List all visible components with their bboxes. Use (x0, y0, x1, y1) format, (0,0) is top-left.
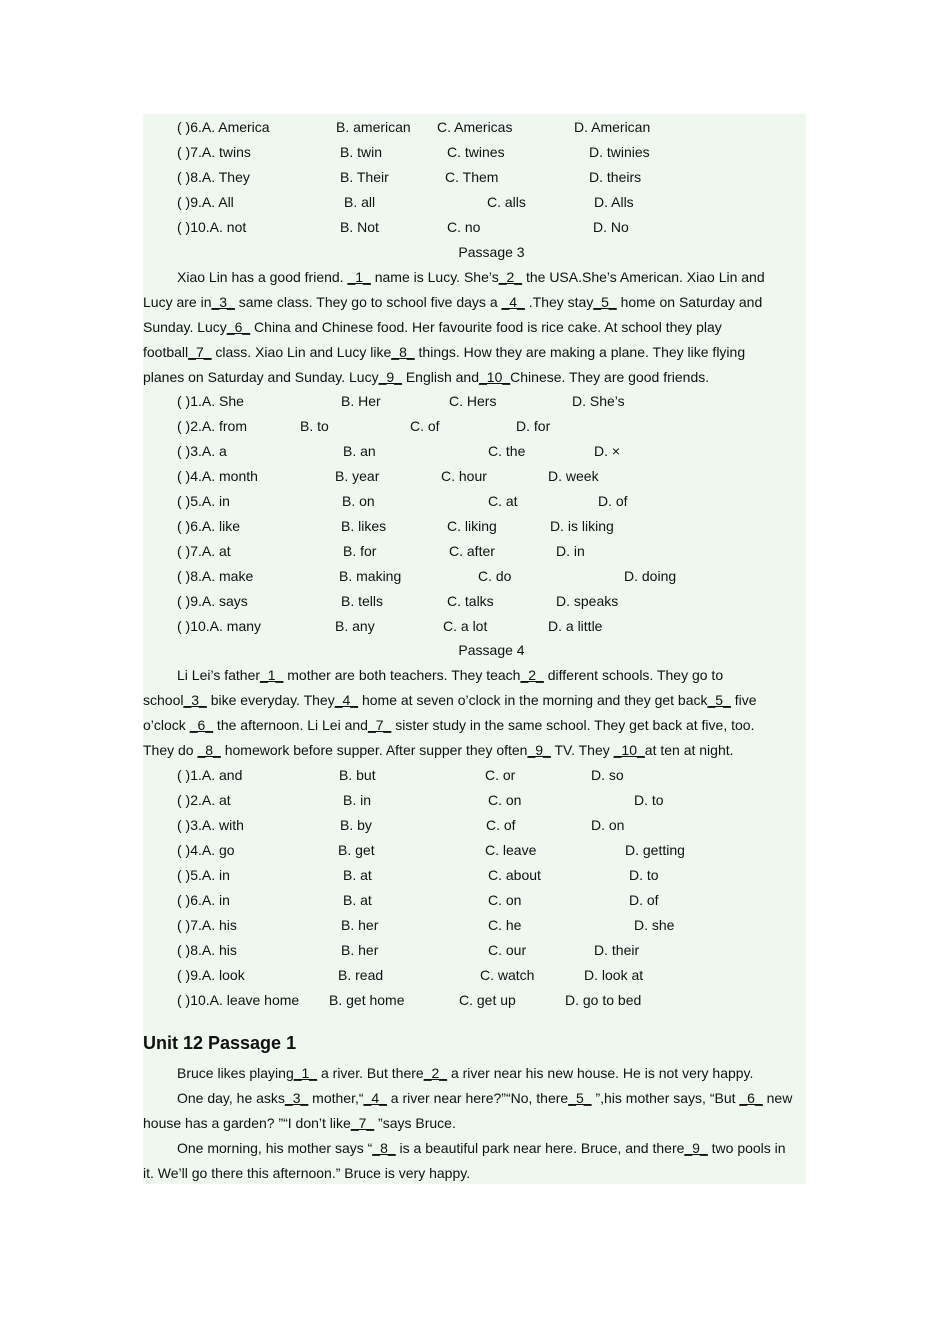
option-c: C. Hers (449, 393, 497, 409)
option-d: D. in (556, 543, 585, 559)
option-c: C. he (488, 917, 522, 933)
option-n: ( )8.A. his (177, 942, 237, 958)
blank: _7_ (350, 1115, 375, 1131)
option-c: C. twines (447, 144, 505, 160)
question-row (143, 165, 806, 190)
option-c: C. a lot (443, 618, 488, 634)
unit-12-line (143, 1161, 470, 1186)
blank: _2_ (498, 269, 523, 285)
text-run: school (143, 692, 184, 708)
question-row (143, 414, 806, 439)
option-d: D. of (598, 493, 628, 509)
text-run: it. We’ll go there this afternoon.” Bruce is very happy. (143, 1165, 471, 1181)
option-b: B. Not (340, 219, 379, 235)
option-c: C. our (488, 942, 527, 958)
text-run: TV. They (550, 742, 614, 758)
blank: _1_ (347, 269, 371, 285)
question-row (143, 888, 806, 913)
text-run: Lucy are in (143, 294, 212, 310)
question-row (143, 140, 806, 165)
question-row (143, 988, 806, 1013)
blank: _7_ (188, 344, 212, 360)
option-c: C. Them (445, 169, 499, 185)
text-run: class. Xiao Lin and Lucy like (211, 344, 392, 360)
option-d: D. twinies (589, 144, 650, 160)
option-b: B. all (344, 194, 376, 210)
text-run: ”,his mother says, “But (591, 1090, 740, 1106)
option-c: C. liking (447, 518, 497, 534)
option-d: D. to (634, 792, 664, 808)
question-row (143, 564, 806, 589)
text-run: a river near here?”“No, there (386, 1090, 569, 1106)
option-b: B. american (336, 119, 411, 135)
option-n: ( )10.A. not (177, 219, 247, 235)
option-n: ( )6.A. in (177, 892, 230, 908)
unit-12-line (177, 1136, 786, 1161)
option-c: C. about (488, 867, 541, 883)
option-n: ( )5.A. in (177, 867, 230, 883)
blank: _6_ (739, 1090, 763, 1106)
option-b: B. her (341, 942, 379, 958)
option-n: ( )1.A. and (177, 767, 243, 783)
option-n: ( )10.A. many (177, 618, 262, 634)
text-run: new (762, 1090, 793, 1106)
blank: _9_ (684, 1140, 708, 1156)
text-run: things. How they are making a plane. They like flying (414, 344, 746, 360)
option-c: C. on (488, 892, 522, 908)
question-row (143, 763, 806, 788)
option-b: B. on (342, 493, 375, 509)
text-run: ”says Bruce. (374, 1115, 456, 1131)
option-n: ( )7.A. his (177, 917, 237, 933)
blank: _5_ (568, 1090, 592, 1106)
blank: _4_ (334, 692, 359, 708)
option-c: C. leave (485, 842, 537, 858)
option-b: B. at (343, 867, 372, 883)
option-d: D. their (594, 942, 640, 958)
option-d: D. of (629, 892, 659, 908)
text-run: house has a garden? ”“I don’t like (143, 1115, 351, 1131)
passage-3-line (177, 265, 765, 290)
text-run: Li Lei’s father (177, 667, 261, 683)
unit-12-title: Unit 12 Passage 1 (143, 1033, 297, 1053)
option-n: ( )6.A. like (177, 518, 241, 534)
text-run: two pools in (707, 1140, 786, 1156)
option-n: ( )4.A. month (177, 468, 258, 484)
text-run: same class. They go to school five days a (234, 294, 502, 310)
blank: _8_ (391, 344, 415, 360)
blank: _9_ (527, 742, 551, 758)
unit-12-line (177, 1086, 792, 1111)
option-d: D. is liking (550, 518, 614, 534)
option-c: C. no (447, 219, 481, 235)
text-run: o’clock (143, 717, 190, 733)
blank: _4_ (363, 1090, 387, 1106)
text-run: bike everyday. They (206, 692, 335, 708)
blank: _10_ (479, 369, 511, 385)
text-run: at ten at night. (644, 742, 734, 758)
option-d: D. getting (625, 842, 685, 858)
option-c: C. of (486, 817, 516, 833)
option-d: D. American (574, 119, 651, 135)
option-n: ( )7.A. twins (177, 144, 251, 160)
blank: _8_ (372, 1140, 396, 1156)
text-run: planes on Saturday and Sunday. Lucy (143, 369, 379, 385)
option-d: D. so (591, 767, 624, 783)
option-b: B. likes (341, 518, 387, 534)
option-d: D. look at (584, 967, 644, 983)
option-c: C. hour (441, 468, 487, 484)
passage-3-line (143, 365, 709, 390)
text-run: English and (401, 369, 479, 385)
option-c: C. Americas (437, 119, 513, 135)
option-c: C. get up (459, 992, 516, 1008)
text-run: home on Saturday and (616, 294, 763, 310)
question-row (143, 863, 806, 888)
text-run: name is Lucy. She’s (370, 269, 499, 285)
text-run: Sunday. Lucy (143, 319, 227, 335)
blank: _4_ (501, 294, 525, 310)
option-d: D. a little (548, 618, 603, 634)
option-d: D. Alls (594, 194, 634, 210)
text-run: is a beautiful park near here. Bruce, and there (395, 1140, 685, 1156)
option-b: B. at (343, 892, 372, 908)
option-n: ( )9.A. All (177, 194, 234, 210)
question-row (143, 190, 806, 215)
option-c: C. watch (480, 967, 535, 983)
option-d: D. for (516, 418, 551, 434)
option-b: B. to (300, 418, 329, 434)
option-n: ( )3.A. a (177, 443, 227, 459)
option-n: ( )7.A. at (177, 543, 231, 559)
passage-3-title: Passage 3 (458, 244, 525, 260)
option-n: ( )9.A. says (177, 593, 248, 609)
text-run: five (730, 692, 757, 708)
blank: _2_ (520, 667, 544, 683)
passage-4-line (177, 663, 723, 688)
question-row (143, 489, 806, 514)
blank: _6_ (189, 717, 214, 733)
option-b: B. making (339, 568, 402, 584)
option-b: B. get (338, 842, 375, 858)
text-run: They do (143, 742, 198, 758)
question-row (143, 514, 806, 539)
question-row (143, 614, 806, 639)
option-n: ( )8.A. They (177, 169, 250, 185)
blank: _1_ (260, 667, 284, 683)
text-run: One morning, his mother says “ (177, 1140, 373, 1156)
blank: _3_ (211, 294, 235, 310)
option-d: D. × (594, 443, 621, 459)
question-row (143, 439, 806, 464)
question-row (143, 215, 806, 240)
option-n: ( )10.A. leave home (177, 992, 300, 1008)
unit-12-line (143, 1111, 456, 1136)
option-n: ( )2.A. from (177, 418, 248, 434)
option-b: B. read (338, 967, 384, 983)
option-n: ( )3.A. with (177, 817, 244, 833)
option-c: C. after (449, 543, 495, 559)
passage-4-line (143, 688, 757, 713)
question-row (143, 963, 806, 988)
unit-12-line (177, 1061, 753, 1086)
option-c: C. at (488, 493, 518, 509)
blank: _5_ (707, 692, 731, 708)
text-run: a river. But there (317, 1065, 424, 1081)
option-b: B. in (343, 792, 372, 808)
option-d: D. she (634, 917, 675, 933)
option-n: ( )1.A. She (177, 393, 244, 409)
option-n: ( )6.A. America (177, 119, 270, 135)
text-run: different schools. They go to (543, 667, 724, 683)
option-b: B. get home (329, 992, 405, 1008)
text-run: Chinese. They are good friends. (510, 369, 710, 385)
text-run: football (143, 344, 189, 360)
option-n: ( )5.A. in (177, 493, 230, 509)
option-c: C. or (485, 767, 516, 783)
question-row (143, 938, 806, 963)
text-run: homework before supper. After supper they often (220, 742, 528, 758)
blank: _9_ (378, 369, 402, 385)
passage-4-title: Passage 4 (458, 642, 525, 658)
option-b: B. but (339, 767, 376, 783)
option-b: B. twin (340, 144, 383, 160)
text-run: the USA.She’s American. Xiao Lin and (522, 269, 765, 285)
option-b: B. for (343, 543, 377, 559)
text-run: One day, he asks (177, 1090, 285, 1106)
blank: _8_ (197, 742, 221, 758)
option-c: C. talks (447, 593, 494, 609)
text-run: the afternoon. Li Lei and (213, 717, 368, 733)
option-b: B. Her (341, 393, 381, 409)
option-b: B. her (341, 917, 379, 933)
option-n: ( )4.A. go (177, 842, 235, 858)
blank: _3_ (284, 1090, 309, 1106)
option-d: D. She’s (572, 393, 625, 409)
text-run: mother are both teachers. They teach (283, 667, 521, 683)
question-row (143, 539, 806, 564)
option-c: C. do (478, 568, 512, 584)
option-n: ( )8.A. make (177, 568, 254, 584)
option-n: ( )9.A. look (177, 967, 245, 983)
option-c: C. on (488, 792, 522, 808)
question-row (143, 115, 806, 140)
text-run: a river near his new house. He is not very happy. (447, 1065, 754, 1081)
option-d: D. on (591, 817, 625, 833)
text-run: home at seven o’clock in the morning and they get back (358, 692, 708, 708)
text-run: .They stay (524, 294, 594, 310)
text-run: sister study in the same school. They get back at five, too. (391, 717, 755, 733)
option-c: C. the (488, 443, 526, 459)
option-c: C. alls (487, 194, 526, 210)
passage-3-line (143, 315, 722, 340)
blank: _7_ (367, 717, 392, 733)
option-b: B. year (335, 468, 380, 484)
option-n: ( )2.A. at (177, 792, 231, 808)
passage-3-line (143, 340, 745, 365)
passage-3-line (143, 290, 762, 315)
option-b: B. tells (341, 593, 384, 609)
option-d: D. go to bed (565, 992, 642, 1008)
option-b: B. an (343, 443, 376, 459)
option-d: D. No (593, 219, 629, 235)
question-row (143, 838, 806, 863)
blank: _2_ (423, 1065, 448, 1081)
blank: _5_ (593, 294, 617, 310)
question-row (143, 788, 806, 813)
blank: _6_ (226, 319, 251, 335)
text-run: China and Chinese food. Her favourite food is rice cake. At school they play (250, 319, 722, 335)
passage-4-line (143, 738, 734, 763)
option-b: B. any (335, 618, 375, 634)
question-row (143, 464, 806, 489)
blank: _10_ (613, 742, 645, 758)
option-d: D. to (629, 867, 659, 883)
option-d: D. theirs (589, 169, 642, 185)
question-row (143, 813, 806, 838)
question-row (143, 913, 806, 938)
text-run: Bruce likes playing (177, 1065, 294, 1081)
passage-4-line (143, 713, 754, 738)
question-row (143, 589, 806, 614)
text-run: mother,“ (308, 1090, 364, 1106)
option-d: D. doing (624, 568, 677, 584)
blank: _3_ (183, 692, 207, 708)
option-d: D. week (548, 468, 599, 484)
option-b: B. by (340, 817, 372, 833)
option-d: D. speaks (556, 593, 619, 609)
blank: _1_ (293, 1065, 318, 1081)
text-run: Xiao Lin has a good friend. (177, 269, 348, 285)
option-c: C. of (410, 418, 440, 434)
question-row (143, 389, 806, 414)
option-b: B. Their (340, 169, 389, 185)
